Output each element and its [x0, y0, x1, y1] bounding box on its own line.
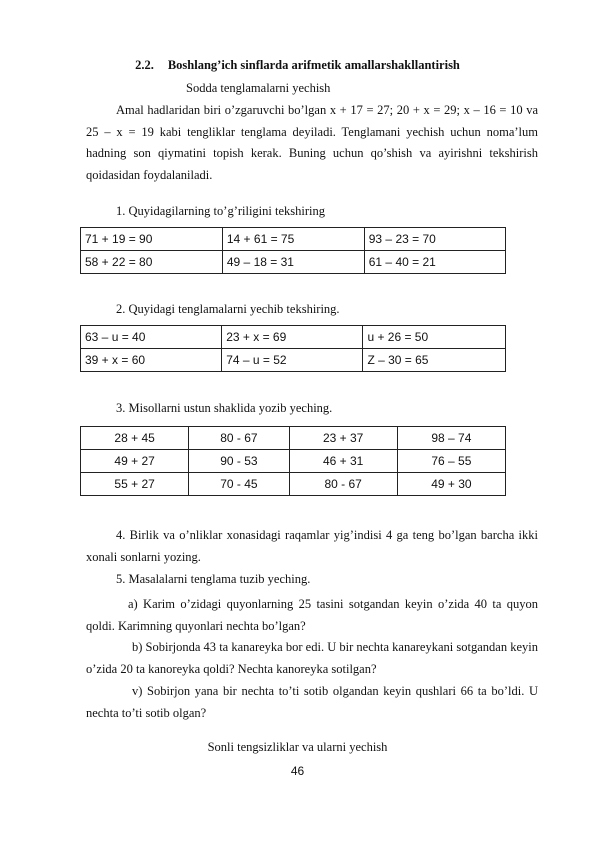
table-cell: 70 - 45 [189, 473, 289, 496]
table-row [81, 473, 506, 496]
next-section-title: Sonli tengsizliklar va ularni yechish [207, 740, 388, 754]
table-cell: Z – 30 = 65 [363, 349, 506, 372]
task5-label: 5. Masalalarni tenglama tuzib yeching. [116, 572, 311, 586]
subtitle: Sodda tenglamalarni yechish [186, 81, 331, 95]
table-cell: 49 + 30 [397, 473, 505, 496]
task2-label: 2. Quyidagi tenglamalarni yechib tekshiring. [116, 302, 340, 316]
section-title: Boshlang’ich sinflarda arifmetik amallarshakllantirish [167, 58, 460, 72]
table-cell: 63 – u = 40 [81, 326, 222, 349]
table-row [81, 427, 506, 450]
intro-paragraph: Amal hadlaridan biri o’zgaruvchi bo’lgan x + 17 = 27; 20 + x = 29; x – 16 = 10 va 25 – x = 19 kabi tengliklar tenglama deyiladi. Tenglamani yechish uchun noma’lum hadning son qiymatini topish kerak. Buning uchun qo’shish va ayirishni tekshirish qoidasidan foydalaniladi. [86, 103, 538, 182]
section-heading [0, 58, 595, 73]
table-row [81, 349, 506, 372]
task1-label: 1. Quyidagilarning to’g’riligini tekshiring [116, 204, 325, 218]
table-cell: 80 - 67 [289, 473, 397, 496]
task1-table [80, 227, 506, 274]
table-cell: 98 – 74 [397, 427, 505, 450]
table-cell: 71 + 19 = 90 [81, 228, 223, 251]
task2-table [80, 325, 506, 372]
table-cell: 76 – 55 [397, 450, 505, 473]
task5-b: b) Sobirjonda 43 ta kanareyka bor edi. U bir nechta kanareykani sotgandan keyin o’zida 20 ta kanoreyka qoldi? Nechta kanoreyka sotilgan? [86, 640, 538, 676]
task3-table [80, 426, 506, 496]
table-row [81, 326, 506, 349]
table-cell: 80 - 67 [189, 427, 289, 450]
table-cell: 23 + x = 69 [222, 326, 363, 349]
page-number: 46 [290, 764, 305, 778]
task5-v: v) Sobirjon yana bir nechta to’ti sotib olgandan keyin qushlari 66 ta bo’ldi. U nechta to’ti sotib olgan? [86, 684, 538, 720]
table-cell: 46 + 31 [289, 450, 397, 473]
table-row [81, 450, 506, 473]
table-cell: 90 - 53 [189, 450, 289, 473]
table-cell: 39 + x = 60 [81, 349, 222, 372]
table-cell: 49 + 27 [81, 450, 189, 473]
table-cell: 55 + 27 [81, 473, 189, 496]
table-cell: 74 – u = 52 [222, 349, 363, 372]
table-row [81, 251, 506, 274]
task4-paragraph: 4. Birlik va o’nliklar xonasidagi raqamlar yig’indisi 4 ga teng bo’lgan barcha ikki xonali sonlarni yozing. [86, 528, 538, 564]
table-cell: 49 – 18 = 31 [222, 251, 364, 274]
task3-label: 3. Misollarni ustun shaklida yozib yeching. [116, 401, 333, 415]
table-cell: u + 26 = 50 [363, 326, 506, 349]
table-cell: 23 + 37 [289, 427, 397, 450]
table-cell: 93 – 23 = 70 [364, 228, 505, 251]
table-cell: 28 + 45 [81, 427, 189, 450]
table-row [81, 228, 506, 251]
table-cell: 58 + 22 = 80 [81, 251, 223, 274]
task5-a: a) Karim o’zidagi quyonlarning 25 tasini sotgandan keyin o’zida 40 ta quyon qoldi. Karimning quyonlari nechta bo’lgan? [86, 597, 538, 633]
table-cell: 61 – 40 = 21 [364, 251, 505, 274]
section-number: 2.2. [135, 58, 154, 72]
table-cell: 14 + 61 = 75 [222, 228, 364, 251]
